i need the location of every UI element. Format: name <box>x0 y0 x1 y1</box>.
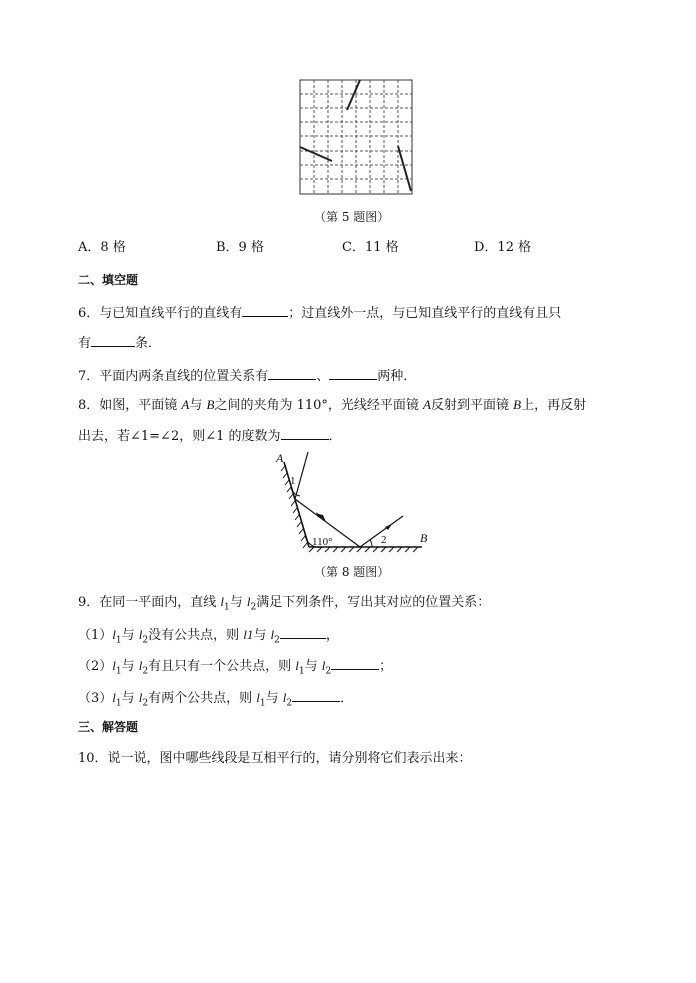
q9-c1-end: ， <box>325 628 339 643</box>
q9-c1-l2: l <box>138 627 143 642</box>
q9-c3-yu-2: 与 <box>265 691 283 706</box>
label-b: B <box>420 531 428 545</box>
q8-text-b: 与 <box>189 398 207 413</box>
q9-c3-l2-sub: 2 <box>142 698 149 709</box>
q8-blank <box>281 427 329 440</box>
q9-c3-l2b-sub: 2 <box>286 698 293 709</box>
q9-c1-yu-2: 与 <box>253 628 271 643</box>
q9-l2-letter: l <box>246 594 251 609</box>
question-9-case-2 <box>78 657 392 680</box>
q9-c2-l1-sub: 1 <box>115 666 122 677</box>
q9-c3-mid: 有两个公共点，则 <box>148 691 257 706</box>
segment-top <box>347 80 360 110</box>
q5-option-d: D．12 格 <box>474 240 532 255</box>
question-6-line-2 <box>78 334 161 352</box>
q9-l2-sub: 2 <box>250 602 257 613</box>
q9-c1-l1-sub: 1 <box>115 635 122 646</box>
q9-l1-sub: 1 <box>224 602 230 613</box>
q9-c2-l1: l <box>112 658 116 673</box>
q9-c2-l2-sub: 2 <box>142 666 149 677</box>
q9-c2-l2b: l <box>321 658 326 673</box>
q7-text-1: 7．平面内两条直线的位置关系有 <box>78 369 269 384</box>
q8-text-e: 上，再反射 <box>521 398 587 413</box>
q5-option-b: B．9 格 <box>216 240 264 255</box>
q9-c3-pre: （3） <box>78 691 113 706</box>
segment-right <box>398 146 411 191</box>
q9-c2-end: ； <box>379 659 393 674</box>
q8-mirror-a-2: A <box>423 397 431 412</box>
q9-c2-l2: l <box>138 658 143 673</box>
q8-mirror-a: A <box>181 397 190 412</box>
q8-text-d: 反射到平面镜 <box>430 398 514 413</box>
q8-text-f: 出去，若∠1=∠2，则∠1 的度数为 <box>78 429 281 444</box>
figure-5-grid <box>299 79 415 197</box>
q9-c2-blank <box>331 657 379 670</box>
q9-c3-l2: l <box>138 690 143 705</box>
q7-sep: 、 <box>316 369 330 384</box>
label-110: 110° <box>312 536 333 548</box>
label-1: 1 <box>290 475 296 487</box>
section-2-title: 二、填空题 <box>78 273 139 287</box>
segment-left <box>300 147 332 161</box>
q9-c1-l2-sub: 2 <box>142 635 149 646</box>
q9-c1-blank <box>280 626 326 639</box>
label-2: 2 <box>381 534 387 546</box>
angle-2-arc <box>370 540 372 547</box>
q5-option-a: A．8 格 <box>78 240 126 255</box>
ray-arrow-1b <box>318 514 326 522</box>
q9-c2-l1b: l <box>295 658 299 673</box>
q9-c3-l2b: l <box>282 690 287 705</box>
ray-arrow-2 <box>385 524 392 530</box>
q9-c3-blank <box>292 689 340 702</box>
q8-mirror-b: B <box>206 397 215 412</box>
q5-option-c: C．11 格 <box>342 240 399 255</box>
q9-c2-pre: （2） <box>78 659 113 674</box>
question-10: 10．说一说，图中哪些线段是互相平行的，请分别将它们表示出来： <box>78 751 472 766</box>
q9-stem-end: 满足下列条件，写出其对应的位置关系： <box>256 595 491 610</box>
q9-c1-pre: （1） <box>78 628 113 643</box>
q6-blank-1 <box>242 304 288 317</box>
question-8-line-1 <box>78 397 586 414</box>
q9-c1-l2b: l <box>270 627 275 642</box>
q6-text-3: 有 <box>78 336 92 351</box>
q9-c1-l2b-sub: 2 <box>274 635 280 646</box>
q9-c1-plain-l1: l1 <box>243 627 254 642</box>
q9-c1-mid: 没有公共点，则 <box>148 628 244 643</box>
q8-text-a: 8．如图，平面镜 <box>78 398 182 413</box>
section-3-title: 三、解答题 <box>78 720 139 734</box>
question-9-case-1 <box>78 626 339 649</box>
q6-text-2: ；过直线外一点，与已知直线平行的直线有且只 <box>288 306 562 321</box>
question-9-stem <box>78 594 490 616</box>
q8-text-g: ． <box>328 429 342 444</box>
q7-blank-1 <box>268 367 316 380</box>
q9-stem-text: 9．在同一平面内，直线 <box>78 595 221 610</box>
q9-c3-end: ． <box>340 691 354 706</box>
q9-c2-mid: 有且只有一个公共点，则 <box>148 659 296 674</box>
label-a: A <box>276 451 284 465</box>
q9-c2-l2b-sub: 2 <box>325 666 332 677</box>
q9-c3-l1b-sub: 1 <box>259 698 266 709</box>
grid-lines <box>300 80 412 194</box>
figure-5-caption: （第 5 题图） <box>314 210 390 224</box>
q9-c1-yu: 与 <box>121 628 139 643</box>
q9-c3-yu: 与 <box>121 691 139 706</box>
q9-c3-l1b: l <box>256 690 260 705</box>
q9-yu: 与 <box>229 595 247 610</box>
q9-l1-letter: l <box>220 594 225 609</box>
incident-ray <box>295 452 308 499</box>
q8-text-c: 之间的夹角为 110°，光线经平面镜 <box>214 398 424 413</box>
q9-c2-l1b-sub: 1 <box>298 666 305 677</box>
q9-c1-l1: l <box>112 627 116 642</box>
question-8-line-2 <box>78 427 342 445</box>
q6-text-1: 6．与已知直线平行的直线有 <box>78 306 243 321</box>
question-9-case-3 <box>78 689 353 712</box>
figure-8-mirrors <box>272 450 438 554</box>
q9-c3-l1-sub: 1 <box>115 698 122 709</box>
q7-text-2: 两种． <box>377 369 417 384</box>
q9-c3-l1: l <box>112 690 116 705</box>
figure-8-caption: （第 8 题图） <box>314 565 390 579</box>
q8-mirror-b-2: B <box>513 397 522 412</box>
q6-text-4: 条． <box>135 336 162 351</box>
question-6-line-1 <box>78 304 561 322</box>
q6-blank-2 <box>91 334 135 347</box>
question-7 <box>78 367 416 385</box>
q9-c2-yu-2: 与 <box>304 659 322 674</box>
q9-c2-yu: 与 <box>121 659 139 674</box>
q7-blank-2 <box>329 367 377 380</box>
